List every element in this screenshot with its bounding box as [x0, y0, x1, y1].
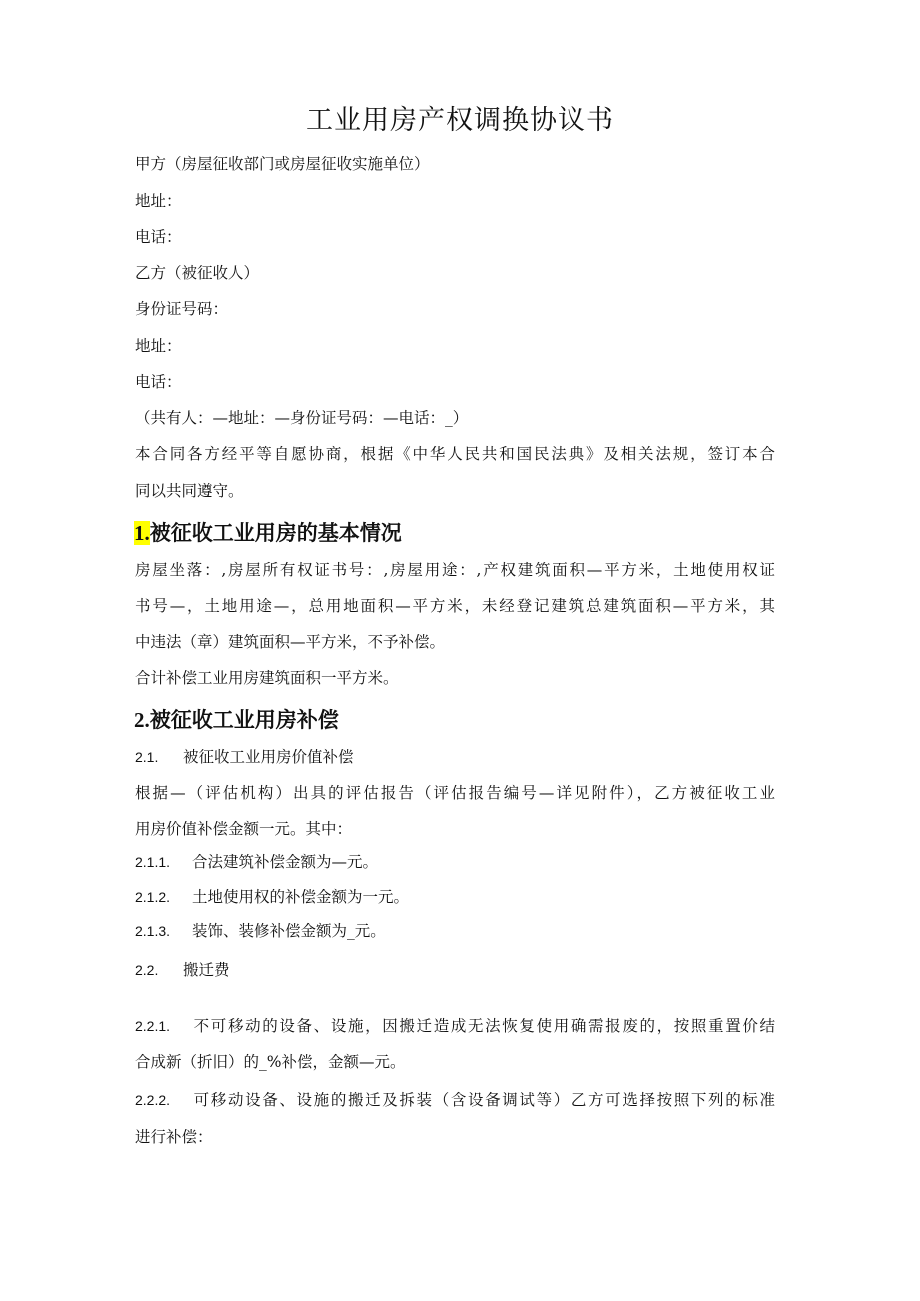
clause-2-2 [135, 960, 230, 980]
party-a-phone: 电话： [135, 228, 182, 246]
preamble-line-1: 本合同各方经平等自愿协商，根据《中华人民共和国民法典》及相关法规，签订本合 [135, 445, 775, 463]
clause-2-2-2-cont: 进行补偿： [135, 1128, 213, 1146]
party-a-address: 地址： [135, 192, 182, 210]
clause-2-1-3 [135, 921, 386, 941]
clause-2-1-2-number: 2.1.2. [135, 889, 171, 905]
clause-2-1-3-number: 2.1.3. [135, 923, 171, 939]
party-b-phone: 电话： [135, 373, 182, 391]
section-1-heading [134, 520, 402, 546]
clause-2-2-1 [135, 1016, 775, 1036]
party-a-label: 甲方（房屋征收部门或房屋征收实施单位） [135, 155, 430, 173]
clause-2-1-1-text: 合法建筑补偿金额为—元。 [192, 853, 379, 871]
section-1-line-4: 合计补偿工业用房建筑面积一平方米。 [135, 669, 399, 687]
section-1-title: 被征收工业用房的基本情况 [149, 520, 402, 545]
clause-2-1-body-1: 根据—（评估机构）出具的评估报告（评估报告编号—详见附件），乙方被征收工业 [135, 784, 775, 802]
clause-2-1-1-number: 2.1.1. [135, 854, 171, 870]
clause-2-1-body-2: 用房价值补偿金额一元。其中： [135, 820, 353, 838]
clause-2-2-1-number: 2.2.1. [135, 1018, 171, 1034]
party-b-id-number: 身份证号码： [135, 300, 229, 318]
preamble-line-2: 同以共同遵守。 [135, 482, 244, 500]
clause-2-2-1-text: 不可移动的设备、设施，因搬迁造成无法恢复使用确需报废的，按照重置价结 [192, 1017, 775, 1035]
clause-2-1-2 [135, 887, 409, 907]
section-1-number: 1. [134, 521, 150, 545]
party-b-address: 地址： [135, 337, 182, 355]
clause-2-1-number: 2.1. [135, 749, 159, 765]
clause-2-2-text: 搬迁费 [183, 961, 230, 979]
section-1-line-1: 房屋坐落：,房屋所有权证书号：,房屋用途：,产权建筑面积—平方米，土地使用权证 [135, 561, 775, 579]
section-2-title: 被征收工业用房补偿 [149, 707, 339, 732]
clause-2-1-2-text: 土地使用权的补偿金额为一元。 [192, 888, 410, 906]
section-2-heading [134, 707, 339, 733]
co-owner-line: （共有人：—地址：—身份证号码：—电话：_） [135, 409, 469, 427]
clause-2-2-number: 2.2. [135, 962, 159, 978]
document-title: 工业用房产权调换协议书 [306, 105, 614, 136]
clause-2-1-1 [135, 852, 378, 872]
section-2-number: 2. [134, 708, 150, 732]
clause-2-1-text: 被征收工业用房价值补偿 [183, 748, 354, 766]
clause-2-1-3-text: 装饰、装修补偿金额为_元。 [192, 922, 386, 940]
clause-2-2-2-number: 2.2.2. [135, 1092, 171, 1108]
clause-2-2-2-text: 可移动设备、设施的搬迁及拆装（含设备调试等）乙方可选择按照下列的标准 [192, 1091, 775, 1109]
clause-2-2-2 [135, 1090, 775, 1110]
section-1-line-3: 中违法（章）建筑面积—平方米，不予补偿。 [135, 633, 446, 651]
section-1-line-2: 书号—，土地用途—，总用地面积—平方米，未经登记建筑总建筑面积—平方米，其 [135, 597, 775, 615]
clause-2-1 [135, 747, 354, 767]
clause-2-2-1-cont: 合成新（折旧）的_%补偿，金额—元。 [135, 1053, 406, 1071]
party-b-label: 乙方（被征收人） [135, 264, 260, 282]
